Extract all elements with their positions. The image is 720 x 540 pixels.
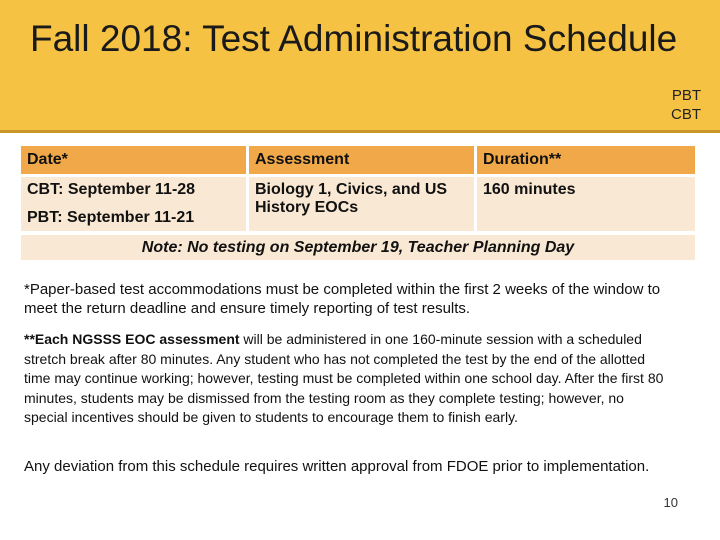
duration-cell: 160 minutes [476, 176, 696, 232]
paper-based-note: *Paper-based test accommodations must be completed within the first 2 weeks of the window to meet the return deadline and ensure timely reporting of test results. [24, 281, 661, 317]
assessment-cell: Biology 1, Civics, and US History EOCs [248, 176, 476, 232]
deviation-note: Any deviation from this schedule requires written approval from FDOE prior to implementation. [24, 458, 650, 475]
ngsss-note-body: will be administered in one 160-minute session with a scheduled stretch break after 80 minutes. Any student who has not completed the test by the end of the allotted time may continue working; however, testing must be completed within one school day. After the first 80 minutes, students may be dismissed from the testing room as they complete testing; however, no special incentives should be given to students to encourage them to finish early. [24, 331, 664, 425]
schedule-table [21, 146, 695, 231]
pbt-date: PBT: September 11-21 [27, 209, 195, 226]
cbt-badge: CBT [671, 106, 701, 123]
pbt-badge: PBT [671, 87, 701, 104]
mode-badges [671, 86, 701, 124]
table-note-row: Note: No testing on September 19, Teacher Planning Day [21, 235, 695, 260]
header-assessment: Assessment [248, 146, 476, 176]
ngsss-note [24, 330, 664, 428]
header-duration: Duration** [476, 146, 696, 176]
table-row [21, 176, 695, 232]
page-number: 10 [663, 495, 678, 510]
date-cell [21, 176, 248, 232]
header-date: Date* [21, 146, 248, 176]
ngsss-note-lead: **Each NGSSS EOC assessment [24, 331, 240, 347]
cbt-date: CBT: September 11-28 [27, 181, 196, 198]
table-header-row [21, 146, 695, 176]
title-banner [0, 0, 720, 133]
slide-title: Fall 2018: Test Administration Schedule [30, 18, 678, 59]
